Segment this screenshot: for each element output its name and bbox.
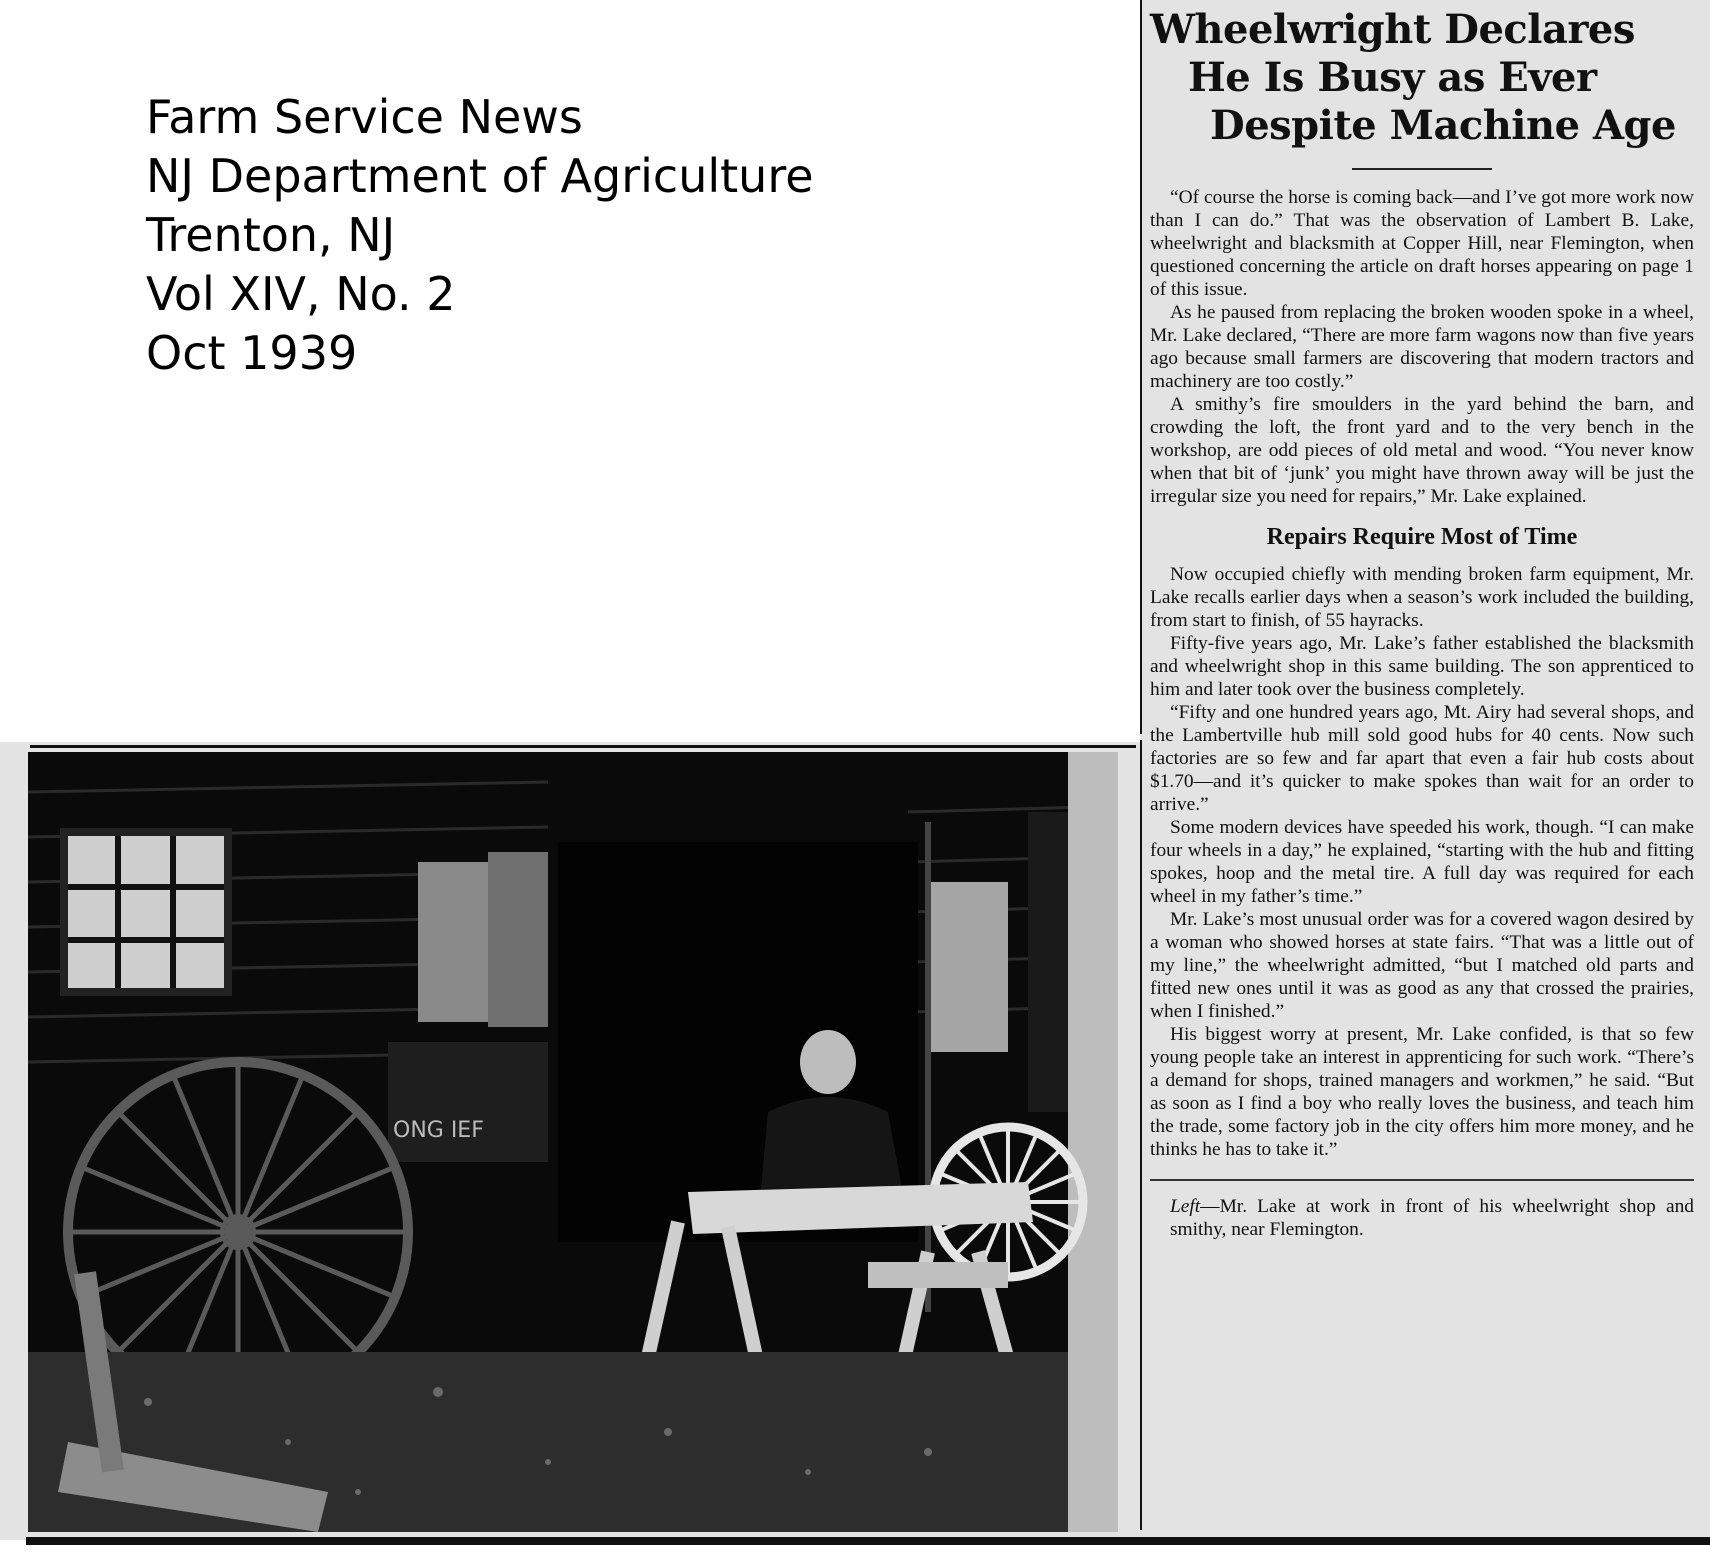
caption-lead: Left bbox=[1170, 1196, 1201, 1217]
article-paragraph: Mr. Lake’s most unusual order was for a covered wagon desired by a woman who showed horses at state fairs. “That was a little out of my line,” the wheelwright admitted, “but I matched old parts and fitted new ones until it was as good as any that crossed the prairies, when I finished.” bbox=[1150, 909, 1694, 1022]
sign-text: ONG IEF bbox=[393, 1118, 484, 1143]
article bbox=[1150, 6, 1694, 1241]
photo-illustration bbox=[28, 752, 1118, 1532]
bottom-rule bbox=[26, 1537, 1710, 1545]
caption-text: —Mr. Lake at work in front of his wheelwright shop and smithy, near Flemington. bbox=[1170, 1196, 1694, 1240]
masthead-publisher: NJ Department of Agriculture bbox=[146, 149, 814, 203]
article-paragraph: Some modern devices have speeded his work, though. “I can make four wheels in a day,” he explained, “starting with the hub and fitting spokes, hoop and the metal tire. A full day was required for each wheel in my father’s time.” bbox=[1150, 817, 1694, 907]
photo-top-rule bbox=[30, 745, 1136, 748]
article-paragraph: “Of course the horse is coming back—and I’ve got more work now than I can do.” That was the observation of Lambert B. Lake, wheelwright and blacksmith at Copper Hill, near Flemington, when questioned concerning the article on draft horses appearing on page 1 of this issue. bbox=[1150, 187, 1694, 300]
photograph-wheelwright-shop bbox=[28, 752, 1118, 1532]
article-paragraph: A smithy’s fire smoulders in the yard behind the barn, and crowding the loft, the front yard and to the very bench in the workshop, are odd pieces of old metal and wood. “You never know when that bit of ‘junk’ you might have thrown away will be just the irregular size you need for repairs,” Mr. Lake explained. bbox=[1150, 394, 1694, 507]
masthead-date: Oct 1939 bbox=[146, 326, 358, 380]
article-paragraph: “Fifty and one hundred years ago, Mt. Airy had several shops, and the Lambertville hub mill sold good hubs for 40 cents. Now such factories are so few and far apart that even a fair hub costs about $1.70—and it’s quicker to make spokes than wait for an order to arrive.” bbox=[1150, 702, 1694, 815]
headline-rule bbox=[1352, 168, 1492, 170]
headline-line: Wheelwright Declares bbox=[1150, 6, 1635, 53]
masthead-publication: Farm Service News bbox=[146, 90, 583, 144]
photo-caption bbox=[1170, 1195, 1694, 1241]
article-headline bbox=[1150, 6, 1694, 150]
article-paragraph: Fifty-five years ago, Mr. Lake’s father established the blacksmith and wheelwright shop in this same building. The son apprenticed to him and later took over the business completely. bbox=[1150, 633, 1694, 700]
article-subhead: Repairs Require Most of Time bbox=[1266, 524, 1578, 550]
column-divider bbox=[1140, 740, 1142, 1530]
wagon-wheel-large bbox=[68, 1062, 408, 1402]
masthead-location: Trenton, NJ bbox=[146, 208, 396, 262]
article-paragraph: Now occupied chiefly with mending broken farm equipment, Mr. Lake recalls earlier days when a season’s work included the building, from start to finish, of 55 hayracks. bbox=[1150, 564, 1694, 631]
masthead bbox=[146, 88, 814, 383]
article-paragraph: His biggest worry at present, Mr. Lake confided, is that so few young people take an interest in apprenticing for such work. “There’s a demand for shops, trained managers and workmen,” he said. “But as soon as I find a boy who really loves the business, and teach him the trade, some factory job in the city offers him more money, and he thinks he has to take it.” bbox=[1150, 1024, 1694, 1160]
caption-rule bbox=[1150, 1179, 1694, 1181]
window bbox=[64, 832, 228, 992]
headline-line: Despite Machine Age bbox=[1210, 102, 1676, 149]
headline-line: He Is Busy as Ever bbox=[1188, 54, 1597, 101]
column-divider bbox=[1140, 0, 1142, 734]
masthead-volume: Vol XIV, No. 2 bbox=[146, 267, 456, 321]
article-paragraph: As he paused from replacing the broken wooden spoke in a wheel, Mr. Lake declared, “There are more farm wagons now than five years ago because small farmers are discovering that modern tractors and machinery are too costly.” bbox=[1150, 302, 1694, 392]
